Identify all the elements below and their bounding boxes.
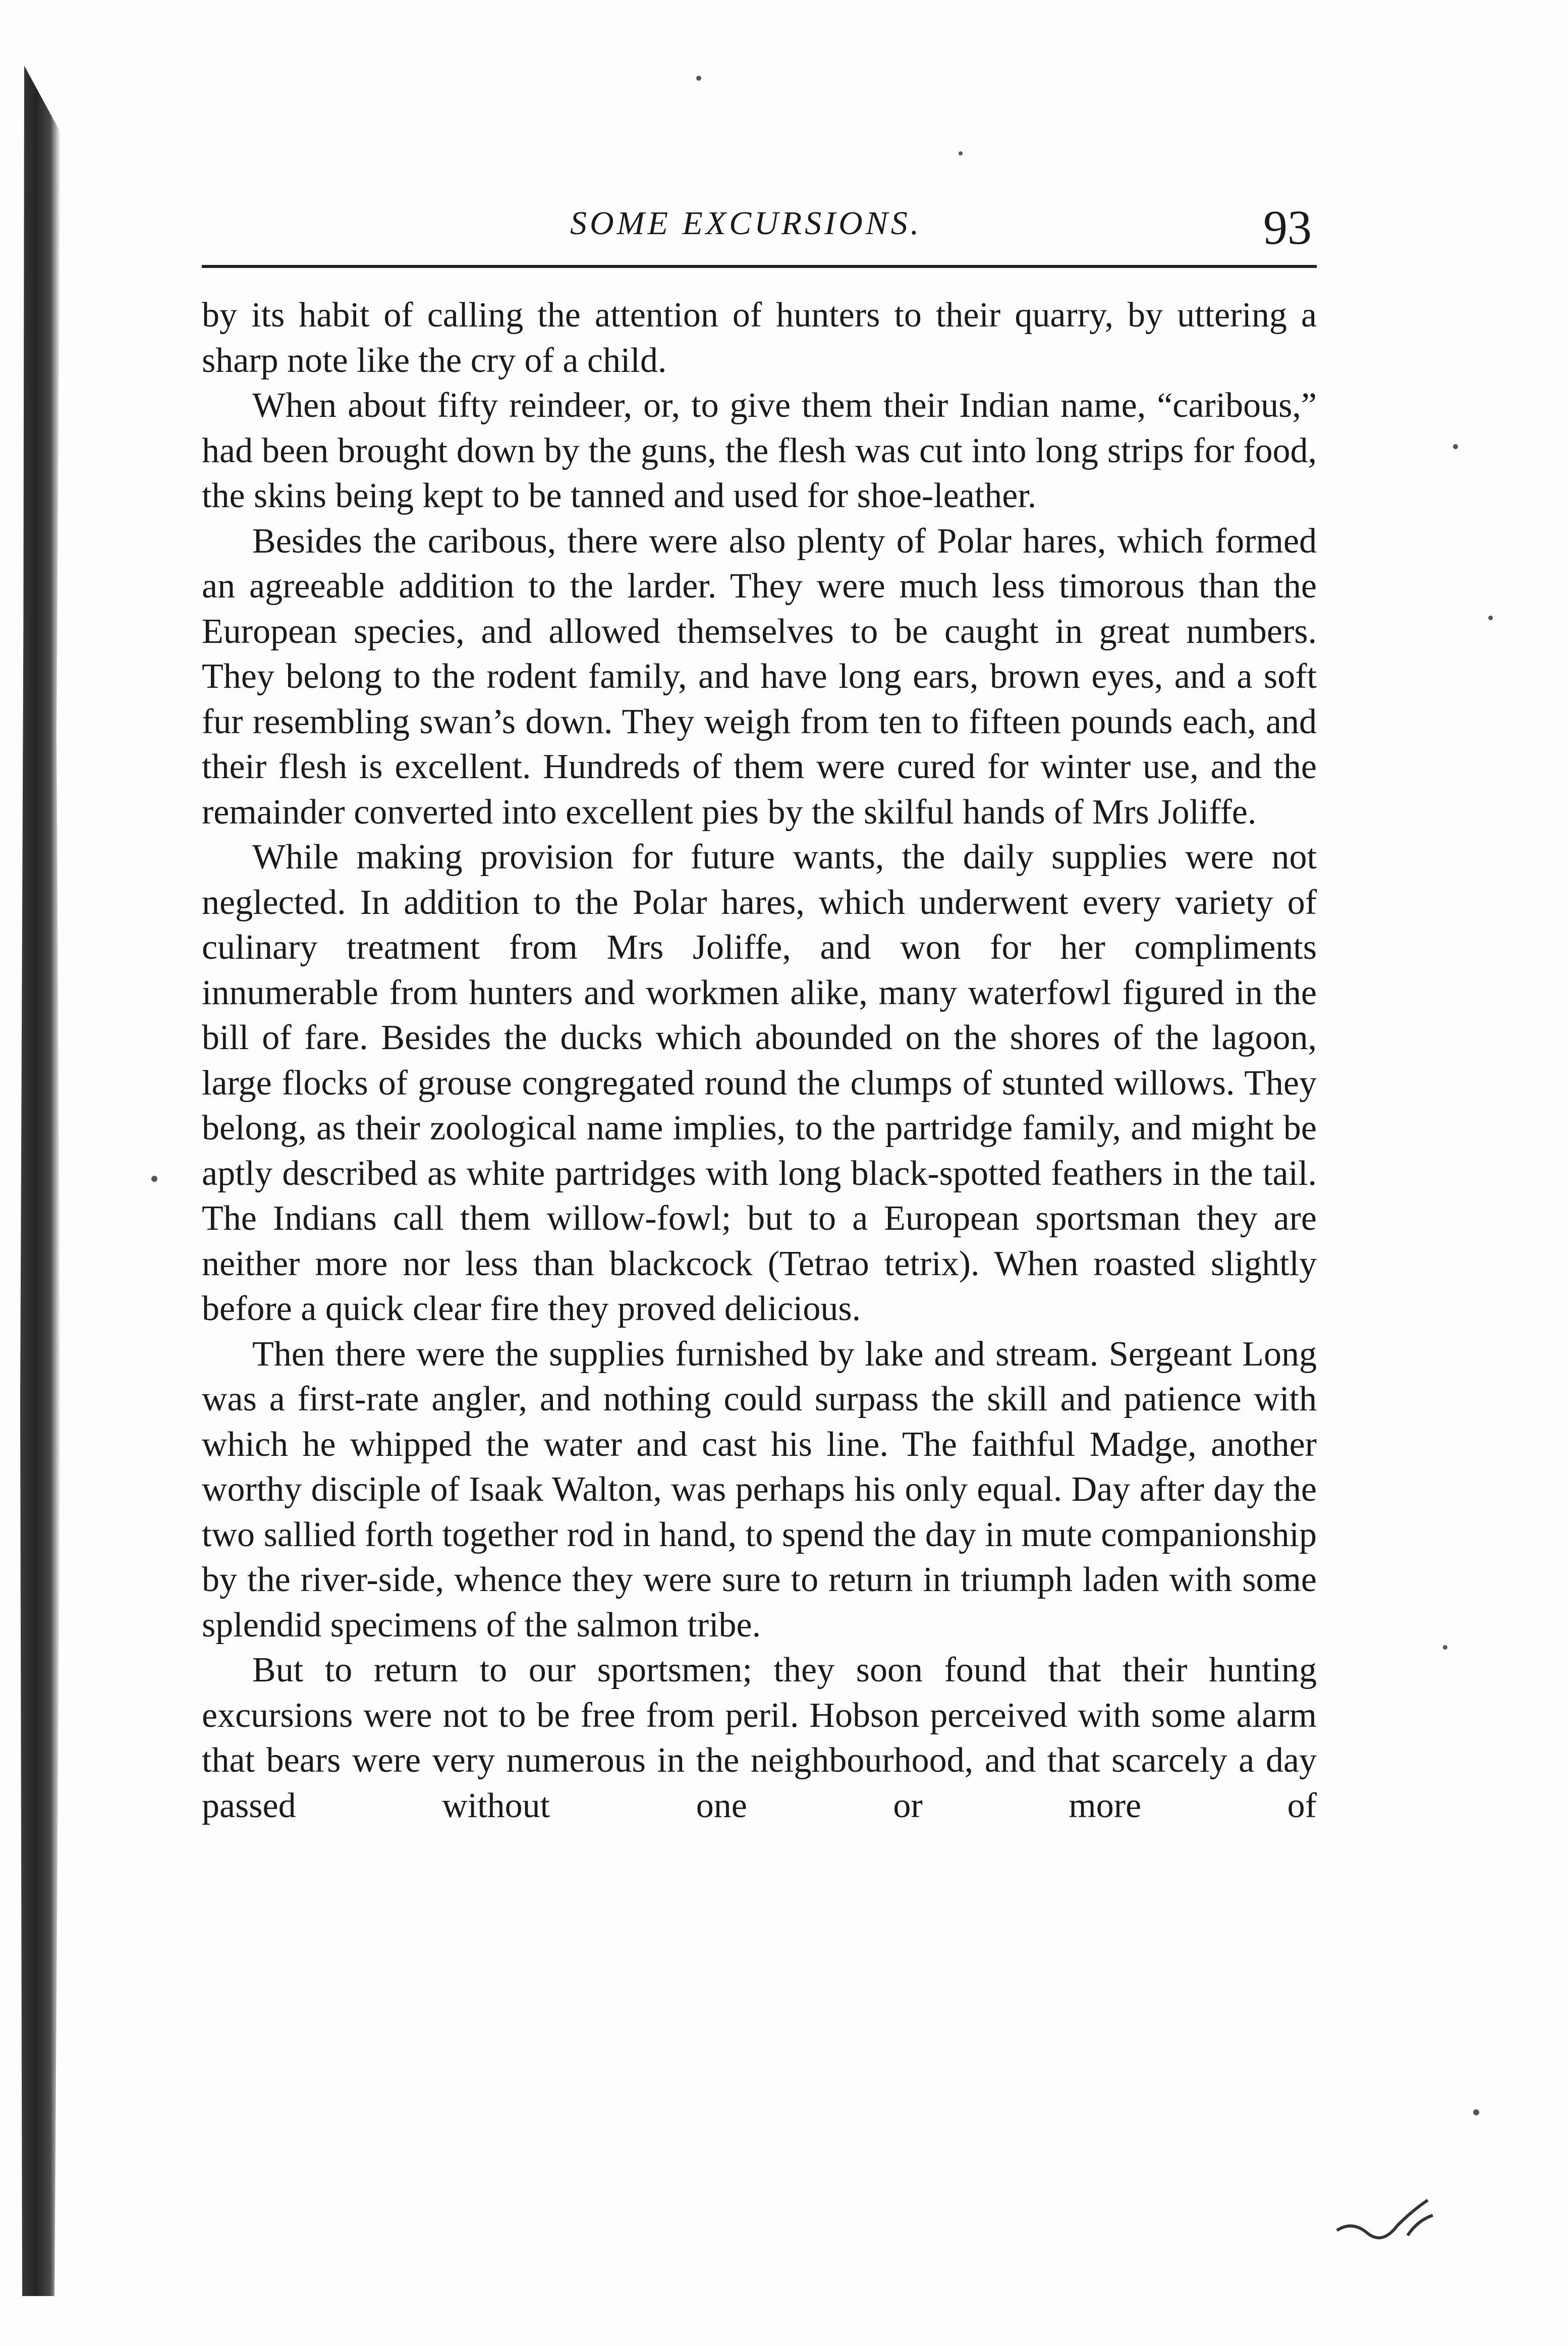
paragraph-sportsmen: But to return to our sportsmen; they soon found that their hunting excursions were not to be free from peril. Hobson perceived with some alarm that bears were very numerous in the neighbourhood, and that scarcely a day passed without one or more of bbox=[202, 1651, 1317, 1825]
scan-speck bbox=[1473, 2109, 1479, 2115]
scan-speck bbox=[1453, 444, 1458, 449]
paragraph-continued: by its habit of calling the attention of hunters to their quarry, by uttering a sharp note like the cry of a child. bbox=[202, 296, 1317, 380]
scan-speck bbox=[959, 151, 963, 155]
body-text bbox=[202, 293, 1317, 1828]
page-number: 93 bbox=[1263, 200, 1312, 254]
scan-speck bbox=[1488, 616, 1493, 620]
page-header bbox=[202, 199, 1317, 268]
scan-speck bbox=[151, 1176, 157, 1182]
scan-speck bbox=[696, 76, 701, 81]
paragraph-lake-and-stream: Then there were the supplies furnished by lake and stream. Sergeant Long was a first-rate angler, and nothing could surpass the skill and patience with which he whipped the water and cast his line. The faithful Madge, another worthy disciple of Isaak Walton, was perhaps his only equal. Day after day the two sallied forth together rod in hand, to spend the day in mute companionship by the river-side, whence they were sure to return in triumph laden with some splendid specimens of the salmon tribe. bbox=[202, 1334, 1317, 1645]
paragraph-polar-hares: Besides the caribous, there were also plenty of Polar hares, which formed an agreeable addition to the larder. They were much less timorous than the European species, and allowed themselves to be caught in great numbers. They belong to the rodent family, and have long ears, brown eyes, and a soft fur resembling swan’s down. They weigh from ten to fifteen pounds each, and their flesh is excellent. Hundreds of them were cured for winter use, and the remainder converted into excellent pies by the skilful hands of Mrs Joliffe. bbox=[202, 521, 1317, 832]
scan-speck bbox=[1443, 1645, 1447, 1650]
paragraph-caribous: When about fifty reindeer, or, to give them their Indian name, “caribous,” had been brought down by the guns, the flesh was cut into long strips for food, the skins being kept to be tanned and used for shoe-leather. bbox=[202, 386, 1317, 515]
paragraph-daily-supplies: While making provision for future wants, the daily supplies were not neglected. In addition to the Polar hares, which underwent every variety of culinary treatment from Mrs Joliffe, and won for her compliments innumerable from hunters and workmen alike, many waterfowl figured in the bill of fare. Besides the ducks which abounded on the shores of the lagoon, large flocks of grouse congregated round the clumps of stunted willows. They belong, as their zoological name implies, to the partridge family, and might be aptly described as white partridges with long black-spotted feathers in the tail. The Indians call them willow-fowl; but to a European sportsman they are neither more nor less than blackcock (Tetrao tetrix). When roasted slightly before a quick clear fire they proved delicious. bbox=[202, 838, 1317, 1328]
running-title: SOME EXCURSIONS. bbox=[570, 205, 922, 242]
book-binding-shadow bbox=[20, 66, 61, 2296]
pencil-mark bbox=[1332, 2190, 1443, 2251]
